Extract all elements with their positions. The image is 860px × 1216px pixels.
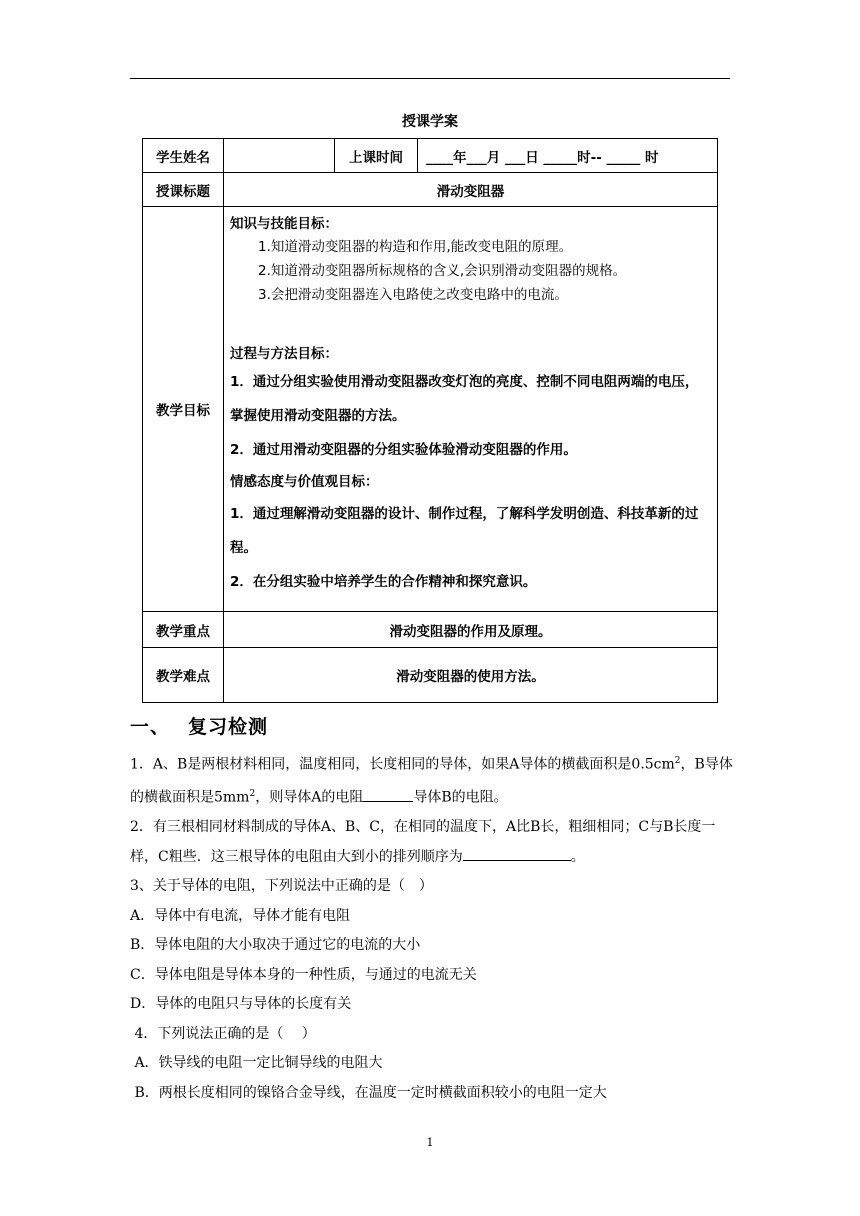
lesson-plan-table <box>142 138 718 703</box>
goals-process-item: 2．通过用滑动变阻器的分组实验体验滑动变阻器的作用。 <box>230 442 577 458</box>
question-3-option-d: D．导体的电阻只与导体的长度有关 <box>130 996 352 1013</box>
goals-content <box>224 207 718 612</box>
document-title: 授课学案 <box>402 114 458 130</box>
student-name-value <box>224 139 335 173</box>
question-4-option-a: A．铁导线的电阻一定比铜导线的电阻大 <box>130 1055 383 1072</box>
table-row <box>143 648 718 703</box>
answer-blank <box>363 787 413 802</box>
focus-label: 教学重点 <box>143 612 224 648</box>
goals-knowledge-item: 2.知道滑动变阻器所标规格的含义,会识别滑动变阻器的规格。 <box>258 263 627 279</box>
goals-process-item: 1．通过分组实验使用滑动变阻器改变灯泡的亮度、控制不同电阻两端的电压，掌握使用滑动变阻器的方法。 <box>230 374 699 424</box>
goals-knowledge-item: 3.会把滑动变阻器连入电路使之改变电路中的电流。 <box>258 287 568 303</box>
goals-knowledge-item: 1.知道滑动变阻器的构造和作用,能改变电阻的原理。 <box>258 239 573 255</box>
section-heading <box>130 712 268 739</box>
question-4: 4．下列说法正确的是（ ） <box>130 1025 316 1042</box>
student-name-label: 学生姓名 <box>143 139 224 173</box>
goals-emotion-item: 1．通过理解滑动变阻器的设计、制作过程，了解科学发明创造、科技革新的过程。 <box>230 506 699 556</box>
question-3-option-a: A．导体中有电流，导体才能有电阻 <box>130 907 351 924</box>
header-rule <box>130 78 730 79</box>
table-row <box>143 173 718 207</box>
class-time-value: ____年___月 ___日 _____时-- _____ 时 <box>418 139 718 173</box>
question-3: 3、关于导体的电阻，下列说法中正确的是（ ） <box>130 878 433 895</box>
class-time-label: 上课时间 <box>335 139 418 173</box>
question-1: 1．A、B是两根材料相同，温度相同，长度相同的导体，如果A导体的横截面积是$0.5cm^2$，B导体的横截面积是$5mm^2$，则导体A的电阻 导体B的电阻。 <box>130 756 733 806</box>
questions <box>130 747 740 1108</box>
difficulty-label: 教学难点 <box>143 648 224 703</box>
question-2: 2．有三根相同材料制成的导体A、B、C，在相同的温度下，A比B长，粗细相同；C与B长度一样，C粗些．这三根导体的电阻由大到小的排列顺序为 。 <box>130 819 716 865</box>
topic-label: 授课标题 <box>143 173 224 207</box>
table-row <box>143 207 718 612</box>
focus-value: 滑动变阻器的作用及原理。 <box>224 612 718 648</box>
goals-process-heading: 过程与方法目标： <box>230 346 338 362</box>
question-3-option-c: C．导体电阻是导体本身的一种性质，与通过的电流无关 <box>130 966 477 983</box>
page-number: 1 <box>426 1136 434 1149</box>
section-title: 复习检测 <box>188 716 269 738</box>
question-3-option-b: B．导体电阻的大小取决于通过它的电流的大小 <box>130 937 421 954</box>
goals-emotion-item: 2．在分组实验中培养学生的合作精神和探究意识。 <box>230 574 537 590</box>
difficulty-value: 滑动变阻器的使用方法。 <box>224 648 718 703</box>
goals-knowledge-heading: 知识与技能目标： <box>230 216 338 232</box>
table-row <box>143 139 718 173</box>
section-number: 一、 <box>130 716 171 738</box>
question-4-option-b: B．两根长度相同的镍铬合金导线，在温度一定时横截面积较小的电阻一定大 <box>130 1084 607 1101</box>
goals-label: 教学目标 <box>143 207 224 612</box>
answer-blank <box>463 846 571 861</box>
topic-value: 滑动变阻器 <box>224 173 718 207</box>
table-row <box>143 612 718 648</box>
goals-emotion-heading: 情感态度与价值观目标： <box>230 474 379 490</box>
